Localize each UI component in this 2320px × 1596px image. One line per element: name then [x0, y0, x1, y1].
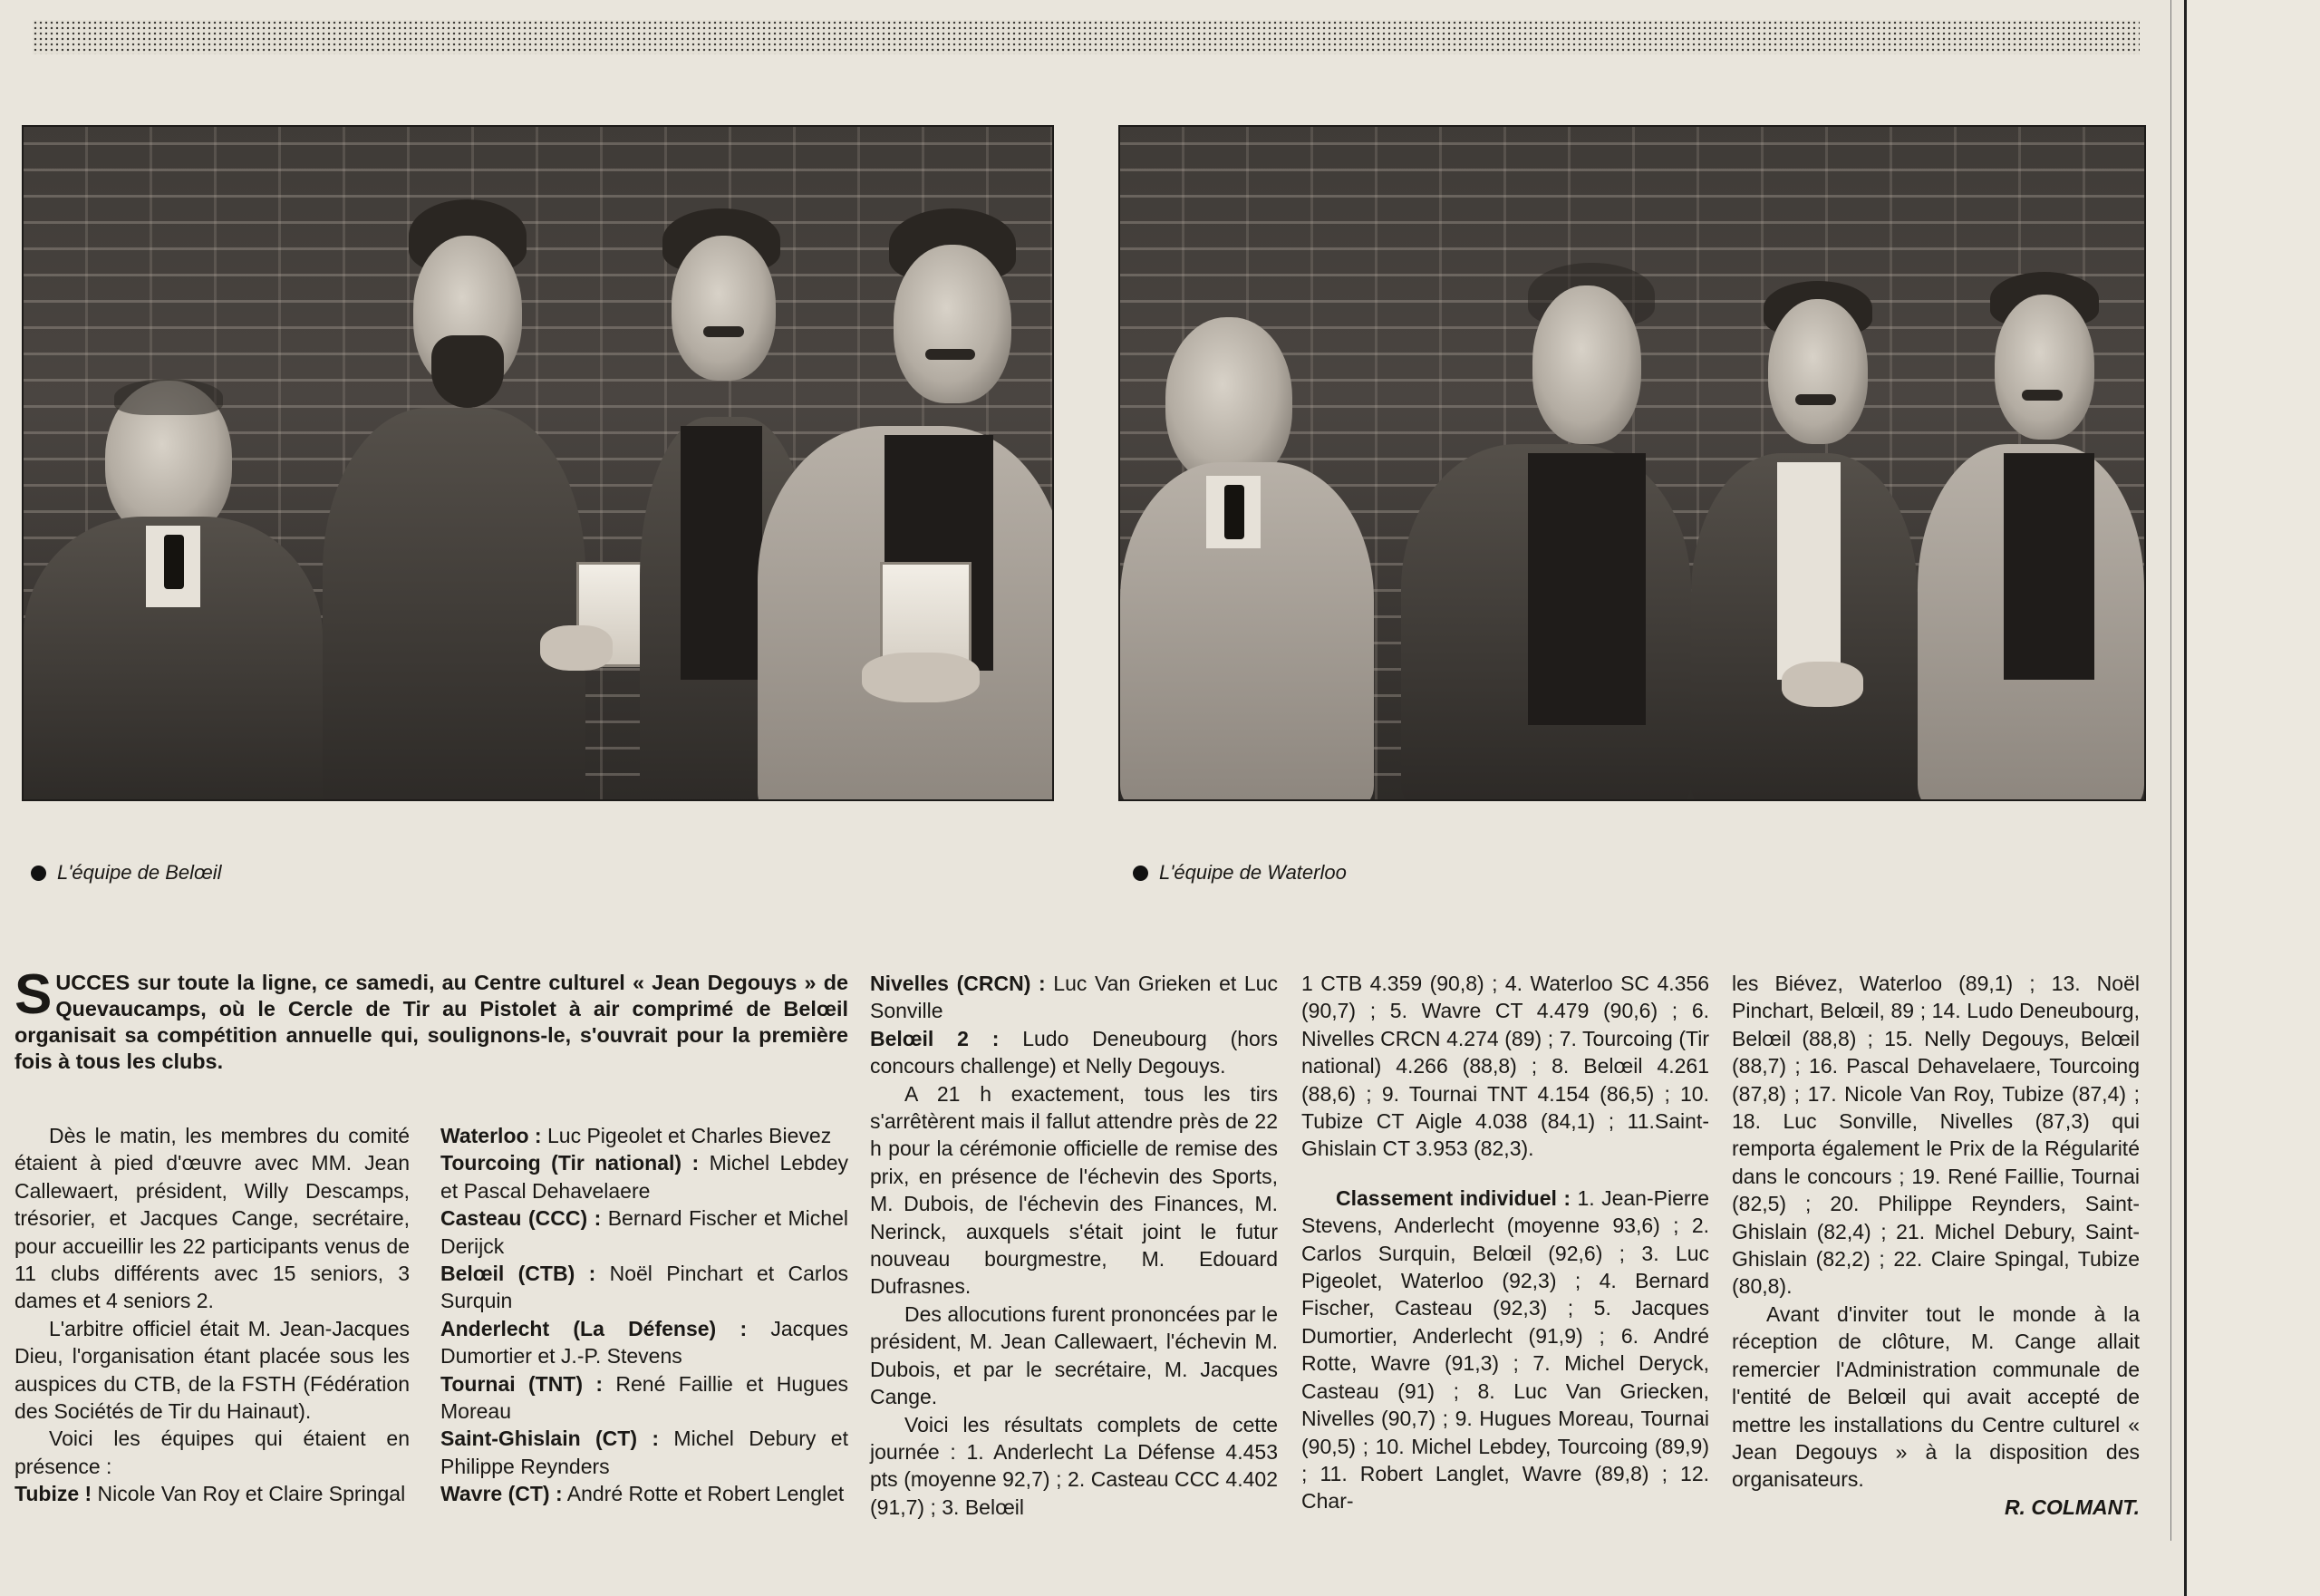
person — [730, 199, 1054, 801]
bullet-icon — [1133, 866, 1148, 881]
person — [1383, 263, 1682, 801]
team-members: Ludo Deneubourg (hors concours challenge) et Nelly Degouys. — [870, 1026, 1278, 1079]
team-name: Belœil (CTB) : — [440, 1262, 596, 1286]
team-name: Tubize ! — [14, 1482, 92, 1506]
caption-right — [1133, 861, 1347, 885]
page-margin — [2184, 0, 2320, 1596]
article — [14, 963, 2171, 1595]
paragraph: Avant d'inviter tout le monde à la réception de clôture, M. Cange allait remercier l'Administration communale de l'entité de Belœil qui avait accepté de mettre les installations du Centre culturel « Jean Degouys » à la disposition des organisateurs. — [1732, 1301, 2140, 1492]
paragraph: Voici les résultats complets de cette journée : 1. Anderlecht La Défense 4.453 pts (moyenne 92,7) ; 2. Casteau CCC 4.402 (91,7) ; 3. Belœil — [870, 1412, 1278, 1519]
team-entry — [870, 1025, 1278, 1080]
article-column-1 — [14, 1122, 410, 1508]
paragraph: A 21 h exactement, tous les tirs s'arrêtèrent mais il fallut attendre près de 22 h pour la cérémonie officielle de remise des prix, en présence de l'échevin des Sports, M. Dubois, de l'échevin des Finances, M. Nerinck, auxquels s'était joint le futur nouveau bourgmestre, M. Edouard Dufrasnes. — [870, 1081, 1278, 1299]
article-column-2 — [440, 1122, 848, 1508]
article-column-4 — [1301, 970, 1709, 1515]
team-name: Nivelles (CRCN) : — [870, 972, 1046, 995]
team-members: Jacques Dumortier et J.-P. Stevens — [440, 1316, 848, 1369]
team-name: Tournai (TNT) : — [440, 1371, 604, 1396]
team-name: Tourcoing (Tir national) : — [440, 1151, 700, 1175]
team-members: André Rotte et Robert Lenglet — [562, 1482, 845, 1506]
team-members: René Faillie et Hugues Moreau — [440, 1371, 849, 1424]
lead-text: UCCES sur toute la ligne, ce samedi, au Centre culturel « Jean Degouys » de Quevaucamps, où le Cercle de Tir au Pistolet à air comprimé de Belœil organisait sa compétition annuelle qui, soulignons-le, s'ouvrait pour la première fois à tous les clubs. — [14, 971, 848, 1073]
team-entry — [870, 970, 1278, 1025]
person — [1682, 281, 1918, 801]
person — [24, 245, 323, 801]
team-entry — [14, 1480, 410, 1507]
person — [1120, 317, 1383, 801]
team-entry — [440, 1425, 848, 1480]
person — [1918, 272, 2144, 801]
paragraph — [1301, 1185, 1709, 1515]
team-members: Nicole Van Roy et Claire Springal — [92, 1482, 406, 1506]
paragraph: Dès le matin, les membres du comité étaient à pied d'œuvre avec MM. Jean Callewaert, président, Willy Descamps, trésorier, et Jacques Cange, secrétaire, pour accueillir les 22 participants venus de 11 clubs différents avec 15 seniors, 3 dames et 4 seniors 2. — [14, 1124, 410, 1313]
team-entry — [440, 1480, 848, 1507]
team-entry — [440, 1260, 848, 1315]
team-members: Michel Debury et Philippe Reynders — [440, 1427, 848, 1478]
team-members: Michel Lebdey et Pascal Dehavelaere — [440, 1151, 848, 1203]
team-members: Luc Pigeolet et Charles Bievez — [541, 1124, 832, 1147]
article-column-3 — [870, 970, 1278, 1521]
team-name: Waterloo : — [440, 1124, 542, 1147]
caption-left — [31, 861, 222, 885]
team-members: Luc Van Grieken et Luc Sonville — [870, 972, 1278, 1023]
byline: R. COLMANT. — [2004, 1494, 2140, 1519]
paragraph: les Biévez, Waterloo (89,1) ; 13. Noël Pinchart, Belœil, 89 ; 14. Ludo Deneubourg, Belœil (88,8) ; 15. Nelly Degouys, Belœil (88,7) ; 16. Pascal Dehavelaere, Tourcoing (87,8) ; 17. Nicole Van Roy, Tubize (87,4) ; 18. Luc Sonville, Nivelles (87,3) qui remporta également le Prix de la Régularité dans le concours ; 19. René Faillie, Tournai (82,5) ; 20. Philippe Reynders, Saint-Ghislain (82,4) ; 21. Michel Debury, Saint-Ghislain (82,2) ; 22. Claire Spingal, Tubize (80,8). — [1732, 972, 2140, 1299]
team-name: Anderlecht (La Défense) : — [440, 1316, 748, 1340]
column-rule — [2184, 0, 2187, 1596]
classement-label: Classement individuel : — [1336, 1185, 1571, 1210]
article-lead — [14, 963, 848, 1075]
drop-cap: S — [14, 963, 53, 1026]
photo-waterloo-team — [1118, 125, 2146, 801]
classement-text: 1. Jean-Pierre Stevens, Anderlecht (moyenne 93,6) ; 2. Carlos Surquin, Belœil (92,6) ; 3. Luc Pigeolet, Waterloo (92,3) ; 4. Bernard Fischer, Casteau (92,3) ; 5. Jacques Dumortier, Anderlecht (91,9) ; 6. André Rotte, Wavre (91,3) ; 7. Michel Deryck, Casteau (91) ; 8. Luc Van Griecken, Nivelles (90,7) ; 9. Hugues Moreau, Tournai (90,5) ; 10. Michel Lebdey, Tourcoing (89,9) ; 11. Robert Langlet, Wavre (89,8) ; 12. Char- — [1301, 1185, 1709, 1514]
paragraph: Des allocutions furent prononcées par le président, M. Jean Callewaert, l'échevin M. Dubois, et par le secrétaire, M. Jacques Cange. — [870, 1301, 1278, 1409]
team-name: Casteau (CCC) : — [440, 1206, 602, 1231]
bullet-icon — [31, 866, 46, 881]
paragraph: L'arbitre officiel était M. Jean-Jacques Dieu, l'organisation étant placée sous les auspices du CTB, de la FSTH (Fédération des Sociétés de Tir du Hainaut). — [14, 1316, 410, 1424]
team-name: Saint-Ghislain (CT) : — [440, 1427, 660, 1451]
team-members: Bernard Fischer et Michel Derijck — [440, 1206, 848, 1258]
team-name: Wavre (CT) : — [440, 1482, 563, 1506]
paragraph: Voici les équipes qui étaient en présence : — [14, 1427, 410, 1478]
team-entry — [440, 1315, 848, 1370]
caption-text: L'équipe de Waterloo — [1159, 861, 1347, 884]
team-name: Belœil 2 : — [870, 1026, 1000, 1050]
team-entry — [440, 1370, 848, 1426]
team-entry — [440, 1149, 848, 1204]
photo-beloeil-team — [22, 125, 1054, 801]
paragraph: 1 CTB 4.359 (90,8) ; 4. Waterloo SC 4.356 (90,7) ; 5. Wavre CT 4.479 (90,6) ; 6. Nivelles CRCN 4.274 (89) ; 7. Tourcoing (Tir national) 4.266 (88,8) ; 8. Belœil 4.261 (88,6) ; 9. Tournai TNT 4.154 (86,5) ; 10. Tubize CT Aigle 4.038 (84,1) ; 11.Saint-Ghislain CT 3.953 (82,3). — [1301, 972, 1709, 1161]
header-pattern-band — [33, 20, 2140, 54]
team-entry — [440, 1204, 848, 1260]
article-column-5 — [1732, 970, 2140, 1521]
caption-text: L'équipe de Belœil — [57, 861, 222, 884]
team-entry — [440, 1122, 848, 1149]
team-members: Noël Pinchart et Carlos Surquin — [440, 1262, 848, 1313]
person — [304, 199, 576, 801]
